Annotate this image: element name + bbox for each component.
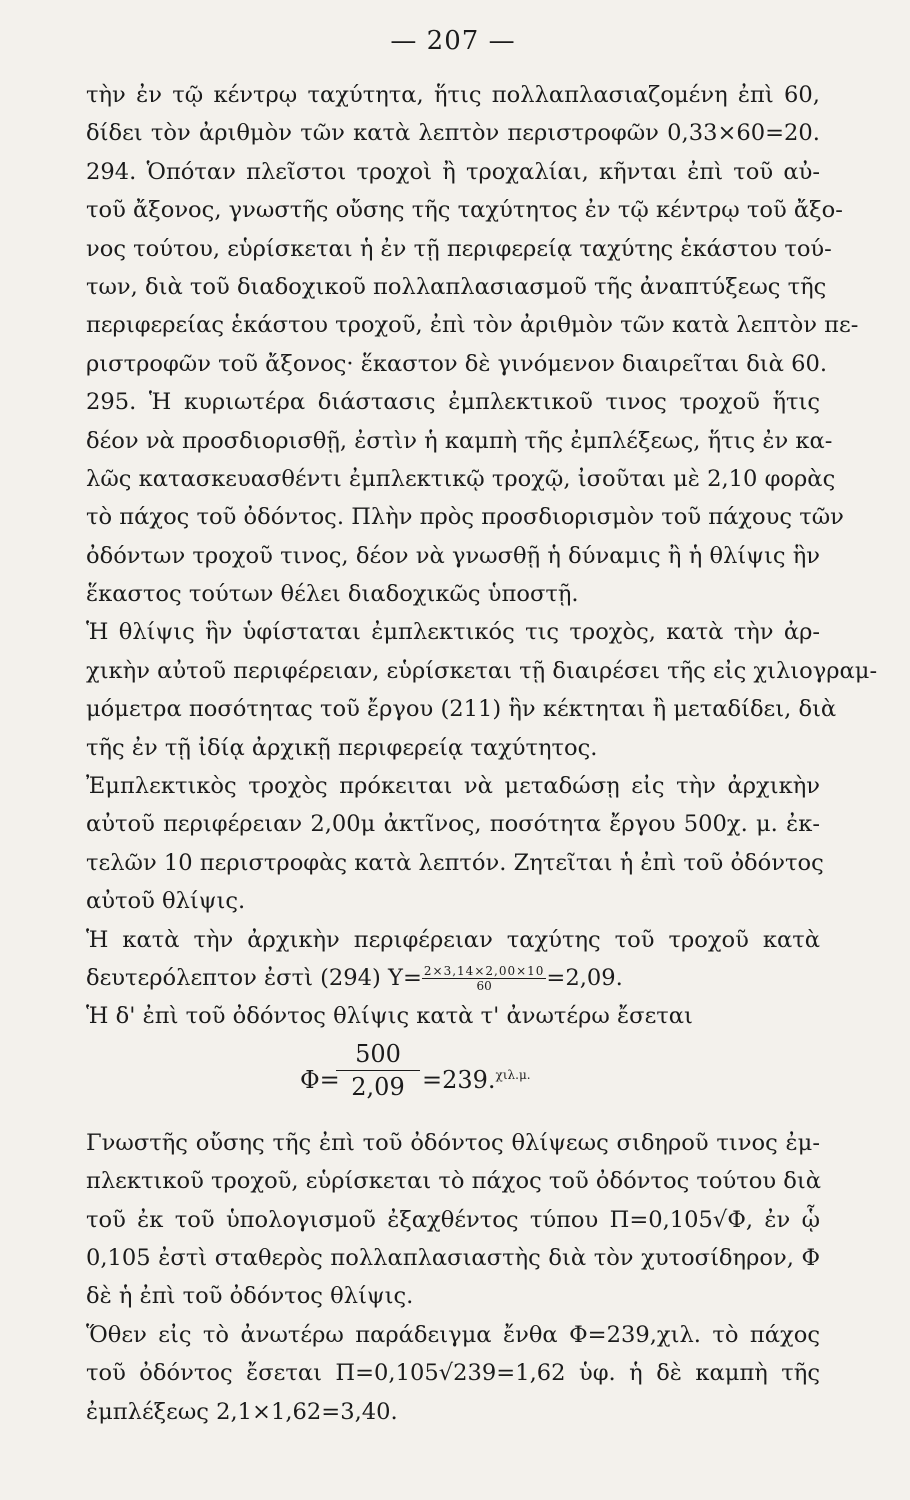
speed-numerator: 2×3,14×2,00×10 [423,964,545,979]
text-block-bottom [86,1124,820,1431]
text-line: νος τούτου, εὑρίσκεται ἡ ἐν τῇ περιφερείᾳ ταχύτης ἑκάστου τού- [86,235,832,262]
formula-denominator: 2,09 [351,1072,405,1101]
speed-denominator: 60 [476,979,492,994]
text-line: δὲ ἡ ἐπὶ τοῦ ὀδόντος θλίψις. [86,1283,414,1310]
text-line: πλεκτικοῦ τροχοῦ, εὑρίσκεται τὸ πάχος τοῦ ὀδόντος τούτου διὰ [86,1168,821,1195]
text-line: δίδει τὸν ἀριθμὸν τῶν κατὰ λεπτὸν περιστροφῶν 0,33×60=20. [86,120,820,147]
text-line: ριστροφῶν τοῦ ἄξονος· ἕκαστον δὲ γινόμενον διαιρεῖται διὰ 60. [86,350,828,377]
text-line: λῶς κατασκευασθέντι ἐμπλεκτικῷ τροχῷ, ἰσοῦται μὲ 2,10 φορὰς [86,465,836,492]
text-line: τῆς ἐν τῇ ἰδίᾳ ἀρχικῇ περιφερείᾳ ταχύτητος. [86,734,598,761]
text-line: τοῦ ὀδόντος ἔσεται Π=0,105√239=1,62 ὑφ. ἡ δὲ καμπὴ τῆς [86,1360,820,1387]
pressure-formula [86,1036,820,1124]
text-line: τοῦ ἄξονος, γνωστῆς οὔσης τῆς ταχύτητος ἐν τῷ κέντρῳ τοῦ ἄξο- [86,197,843,224]
formula-lhs: Φ= [300,1065,340,1094]
formula-result: =239. [422,1065,496,1094]
speed-equation [86,959,820,997]
formula-numerator: 500 [336,1040,420,1071]
text-line: Ἡ δ' ἐπὶ τοῦ ὀδόντος θλίψις κατὰ τ' ἀνωτέρω ἔσεται [86,1003,693,1030]
text-line: Ἡ θλίψις ἣν ὑφίσταται ἐμπλεκτικός τις τροχὸς, κατὰ τὴν ἀρ- [86,619,820,646]
formula-unit: χιλ.μ. [495,1067,531,1082]
text-line: περιφερείας ἑκάστου τροχοῦ, ἐπὶ τὸν ἀριθμὸν τῶν κατὰ λεπτὸν πε- [86,312,859,339]
text-line: ἕκαστος τούτων θέλει διαδοχικῶς ὑποστῇ. [86,581,579,608]
text-line: χικὴν αὐτοῦ περιφέρειαν, εὑρίσκεται τῇ διαιρέσει τῆς εἰς χιλιογραμ- [86,657,878,684]
text-line: τὴν ἐν τῷ κέντρῳ ταχύτητα, ἥτις πολλαπλασιαζομένη ἐπὶ 60, [86,82,820,108]
speed-result: =2,09. [546,964,623,991]
text-line: αὐτοῦ θλίψις. [86,888,246,915]
text-line: ἐμπλέξεως 2,1×1,62=3,40. [86,1398,398,1425]
text-line: Ὅθεν εἰς τὸ ἀνωτέρω παράδειγμα ἔνθα Φ=239,χιλ. τὸ πάχος [86,1321,820,1348]
text-line: μόμετρα ποσότητας τοῦ ἔργου (211) ἣν κέκτηται ἢ μεταδίδει, διὰ [86,696,837,723]
text-line: 0,105 ἐστὶ σταθερὸς πολλαπλασιαστὴς διὰ τὸν χυτοσίδηρον, Φ [86,1244,820,1271]
text-line: ὀδόντων τροχοῦ τινος, δέον νὰ γνωσθῇ ἡ δύναμις ἢ ἡ θλίψις ἣν [86,542,820,569]
text-line: τελῶν 10 περιστροφὰς κατὰ λεπτόν. Ζητεῖται ἡ ἐπὶ τοῦ ὀδόντος [86,849,824,876]
formula-fraction [336,1040,420,1101]
text-line: Ἐμπλεκτικὸς τροχὸς πρόκειται νὰ μεταδώσῃ εἰς τὴν ἀρχικὴν [86,773,820,800]
formula-rhs [422,1066,531,1094]
text-line: τὸ πάχος τοῦ ὀδόντος. Πλὴν πρὸς προσδιορισμὸν τοῦ πάχους τῶν [86,504,844,531]
text-line: Γνωστῆς οὔσης τῆς ἐπὶ τοῦ ὀδόντος θλίψεως σιδηροῦ τινος ἐμ- [86,1129,820,1156]
text-line: 295. Ἡ κυριωτέρα διάστασις ἐμπλεκτικοῦ τινος τροχοῦ ἥτις [86,389,820,416]
text-line: τοῦ ἐκ τοῦ ὑπολογισμοῦ ἐξαχθέντος τύπου Π=0,105√Φ, ἐν ᾧ [86,1206,820,1233]
text-line: 294. Ὁπόταν πλεῖστοι τροχοὶ ἢ τροχαλίαι, κῆνται ἐπὶ τοῦ αὐ- [86,158,820,185]
text-line: Ἡ κατὰ τὴν ἀρχικὴν περιφέρειαν ταχύτης τοῦ τροχοῦ κατὰ [86,926,820,953]
page-number: — 207 — [390,26,516,56]
speed-equation-prefix: δευτερόλεπτον ἐστὶ (294) Υ= [86,964,422,991]
text-line: δέον νὰ προσδιορισθῇ, ἐστὶν ἡ καμπὴ τῆς ἐμπλέξεως, ἥτις ἐν κα- [86,427,833,454]
speed-fraction [422,965,547,992]
text-line: αὐτοῦ περιφέρειαν 2,00μ ἀκτῖνος, ποσότητα ἔργου 500χ. μ. ἐκ- [86,811,820,838]
text-line: των, διὰ τοῦ διαδοχικοῦ πολλαπλασιασμοῦ τῆς ἀναπτύξεως τῆς [86,273,827,300]
text-block-top [86,76,878,1036]
